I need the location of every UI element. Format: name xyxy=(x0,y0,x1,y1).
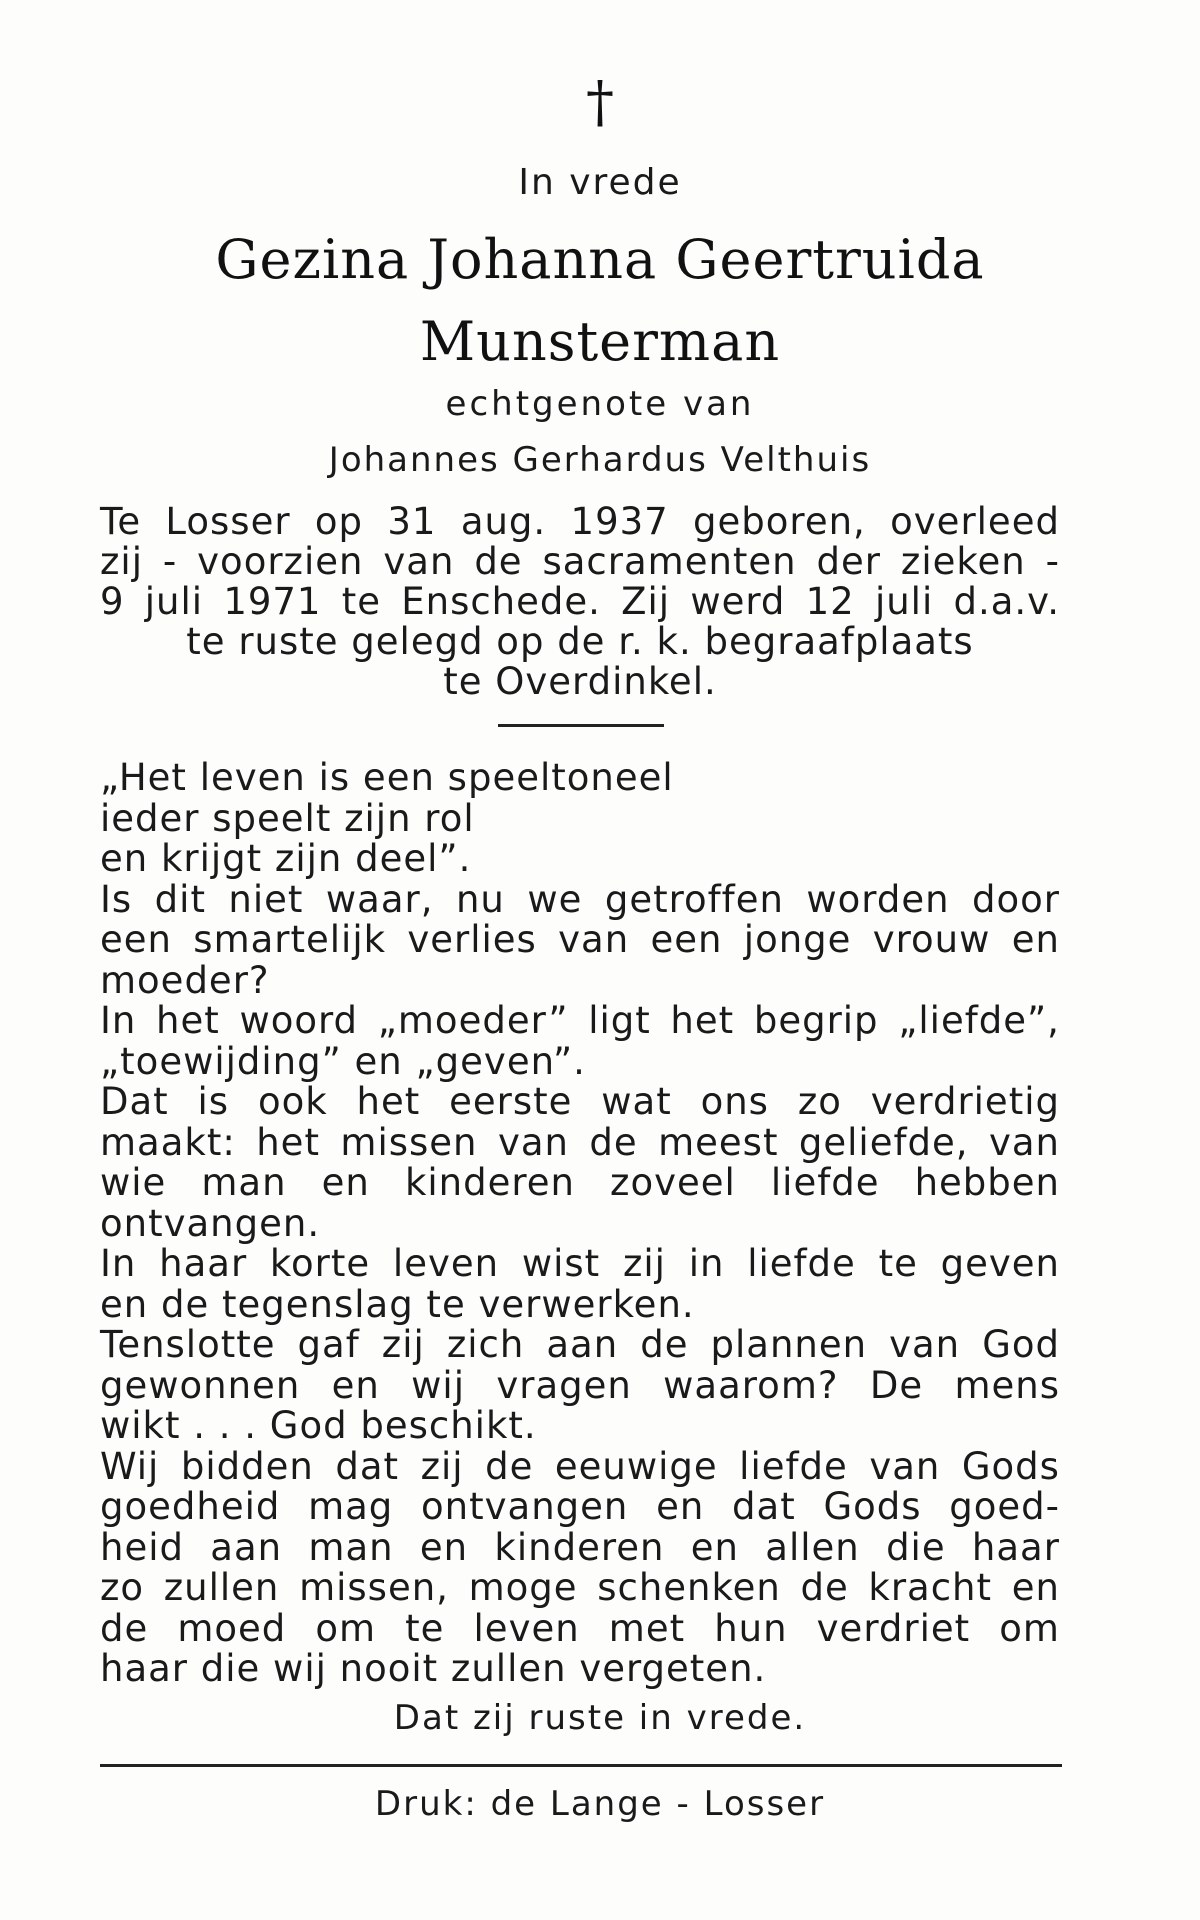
word: begrip xyxy=(753,999,879,1042)
word: In xyxy=(100,1242,137,1285)
text-line xyxy=(100,918,1060,961)
word: het xyxy=(670,999,735,1042)
word: Losser xyxy=(165,500,291,543)
word: kinderen xyxy=(494,1525,665,1569)
word: om xyxy=(999,1606,1060,1650)
word: 12 xyxy=(805,580,855,623)
word: Enschede. xyxy=(401,580,601,623)
word: wie xyxy=(100,1161,167,1204)
word: geboren, xyxy=(693,500,866,543)
word: haar xyxy=(159,1242,248,1285)
word: van xyxy=(869,1444,941,1488)
word: liefde xyxy=(739,1444,848,1488)
word: 9 xyxy=(100,580,125,623)
word: en xyxy=(656,1485,705,1528)
word: moge xyxy=(468,1566,578,1609)
word: Wij xyxy=(100,1444,160,1488)
word: een xyxy=(100,918,172,961)
text-line xyxy=(100,1485,1060,1528)
word: Tenslotte xyxy=(100,1323,276,1366)
word: heid xyxy=(100,1525,184,1569)
deceased-surname: Munsterman xyxy=(419,310,781,373)
word: zij xyxy=(622,1242,666,1285)
word: van xyxy=(383,540,455,583)
word: dit xyxy=(154,877,206,921)
text-line xyxy=(100,580,1060,623)
text-line: moeder? xyxy=(100,958,270,1002)
word: we xyxy=(527,877,583,921)
word: niet xyxy=(228,877,304,921)
text-line xyxy=(100,540,1060,583)
word: werd xyxy=(690,580,786,623)
text-line xyxy=(100,500,1060,543)
word: aan xyxy=(210,1525,283,1569)
word: en xyxy=(1011,918,1060,961)
word: geven xyxy=(940,1242,1060,1285)
word: van xyxy=(558,918,630,961)
word: van xyxy=(889,1323,961,1366)
word: en xyxy=(331,1363,380,1407)
word: 1937 xyxy=(570,500,669,543)
word: jonge xyxy=(743,918,852,961)
word: mens xyxy=(954,1363,1060,1407)
closing-line: Dat zij ruste in vrede. xyxy=(393,1698,807,1738)
word: goedheid xyxy=(100,1485,281,1528)
word: ligt xyxy=(588,999,651,1042)
word: en xyxy=(690,1525,739,1569)
word: het xyxy=(356,1080,421,1123)
text-line xyxy=(100,1161,1060,1204)
word: de xyxy=(589,1120,638,1164)
word: wij xyxy=(411,1363,465,1407)
word: man xyxy=(308,1525,394,1569)
word: eeuwige xyxy=(554,1444,718,1488)
word: 1971 xyxy=(223,580,322,623)
word: verlies xyxy=(407,918,537,961)
text-line: en de tegenslag te verwerken. xyxy=(100,1282,695,1326)
word: man xyxy=(201,1161,287,1204)
word: aan xyxy=(546,1323,619,1366)
word: zij xyxy=(420,1444,464,1488)
word: zo xyxy=(797,1080,842,1123)
word: Gods xyxy=(823,1485,922,1528)
word: De xyxy=(869,1363,924,1407)
text-line xyxy=(100,1445,1060,1488)
text-line xyxy=(100,1242,1060,1285)
word: leven xyxy=(392,1242,500,1285)
word: Is xyxy=(100,877,133,921)
word: juli xyxy=(874,580,934,623)
word: Dat xyxy=(100,1080,169,1123)
text-line xyxy=(100,1080,1060,1123)
text-line: „toewijding” en „geven”. xyxy=(100,1039,586,1083)
word: hebben xyxy=(914,1161,1060,1204)
word: mag xyxy=(308,1485,394,1528)
word: d.a.v. xyxy=(953,580,1060,623)
text-line xyxy=(100,1566,1060,1609)
word: korte xyxy=(269,1242,371,1285)
word: wat xyxy=(601,1080,672,1123)
word: die xyxy=(886,1525,946,1569)
word: waar, xyxy=(325,877,434,921)
word: - xyxy=(1045,540,1060,583)
text-line: haar die wij nooit zullen vergeten. xyxy=(100,1647,767,1690)
word: kracht xyxy=(868,1566,993,1609)
word: en xyxy=(321,1161,370,1204)
word: waarom? xyxy=(663,1363,839,1407)
word: In xyxy=(100,999,137,1042)
word: is xyxy=(197,1080,230,1123)
word: te xyxy=(878,1242,918,1285)
deceased-first-names: Gezina Johanna Geertruida xyxy=(215,228,985,291)
word: de xyxy=(474,540,523,583)
word: nu xyxy=(455,877,505,921)
text-line: „Het leven is een speeltoneel xyxy=(100,756,674,799)
word: Gods xyxy=(961,1444,1060,1488)
word: God xyxy=(982,1323,1060,1366)
text-line: wikt . . . God beschikt. xyxy=(100,1404,537,1447)
word: in xyxy=(688,1242,725,1285)
word: worden xyxy=(806,877,950,921)
word: ontvangen xyxy=(421,1485,629,1528)
word: wist xyxy=(521,1242,601,1285)
text-line xyxy=(100,1121,1060,1164)
word: van xyxy=(988,1120,1060,1164)
word: haar xyxy=(971,1525,1060,1569)
word: „moeder” xyxy=(377,999,569,1042)
word: moed xyxy=(177,1606,287,1650)
text-line xyxy=(100,1607,1060,1650)
word: missen, xyxy=(299,1566,449,1609)
word: der xyxy=(816,540,881,583)
word: zo xyxy=(100,1566,145,1609)
word: de xyxy=(485,1444,534,1488)
word: gewonnen xyxy=(100,1363,301,1407)
word: hun xyxy=(714,1606,788,1650)
word: om xyxy=(315,1606,377,1650)
word: liefde xyxy=(770,1161,880,1204)
text-line xyxy=(100,878,1060,921)
word: Zij xyxy=(621,580,671,623)
word: de xyxy=(800,1566,849,1609)
word: schenken xyxy=(597,1566,781,1609)
word: „liefde”, xyxy=(898,999,1060,1042)
word: verdriet xyxy=(816,1606,971,1650)
spouse-name: Johannes Gerhardus Velthuis xyxy=(328,440,872,480)
word: liefde xyxy=(747,1242,856,1285)
text-line: te Overdinkel. xyxy=(443,660,717,703)
word: zieken xyxy=(900,540,1026,583)
word: gaf xyxy=(297,1323,360,1366)
word: het xyxy=(156,999,220,1042)
word: dat xyxy=(732,1485,796,1528)
word: een xyxy=(650,918,723,961)
word: allen xyxy=(765,1525,860,1569)
text-line xyxy=(100,999,1060,1042)
word: verdrietig xyxy=(870,1080,1060,1123)
word: zich xyxy=(446,1323,525,1366)
text-line: te ruste gelegd op de r. k. begraafplaats xyxy=(186,620,974,663)
word: zullen xyxy=(163,1566,280,1609)
word: geliefde, xyxy=(798,1120,969,1164)
word: te xyxy=(341,580,381,623)
word: juli xyxy=(144,580,204,623)
word: Te xyxy=(100,500,142,543)
word: de xyxy=(640,1323,689,1366)
text-line: ieder speelt zijn rol xyxy=(100,796,475,840)
word: van xyxy=(497,1120,569,1164)
word: voorzien xyxy=(197,540,364,583)
bottom-divider xyxy=(100,1764,1062,1767)
word: missen xyxy=(340,1120,478,1164)
word: woord xyxy=(239,999,359,1042)
word: en xyxy=(419,1525,469,1569)
word: dat xyxy=(335,1444,400,1488)
word: plannen xyxy=(710,1323,868,1366)
word: het xyxy=(256,1120,320,1164)
word: ons xyxy=(700,1080,769,1123)
word: smartelijk xyxy=(193,918,387,961)
word: te xyxy=(405,1606,445,1650)
word: op xyxy=(314,500,364,543)
word: overleed xyxy=(890,500,1060,543)
word: zoveel xyxy=(610,1161,736,1204)
word: maakt: xyxy=(100,1120,236,1164)
word: zij xyxy=(100,540,143,583)
word: de xyxy=(100,1606,149,1650)
word: door xyxy=(972,877,1060,921)
short-divider xyxy=(498,724,664,727)
word: getroffen xyxy=(604,877,784,921)
word: met xyxy=(608,1606,686,1650)
word: sacramenten xyxy=(542,540,797,583)
cross-icon: † xyxy=(586,70,614,135)
printer-credit: Druk: de Lange - Losser xyxy=(374,1784,826,1824)
word: en xyxy=(1011,1566,1060,1609)
text-line xyxy=(100,1526,1060,1569)
word: zij xyxy=(381,1323,425,1366)
text-line xyxy=(100,1364,1060,1407)
spouse-label: echtgenote van xyxy=(445,384,755,424)
word: goed- xyxy=(949,1485,1060,1528)
word: 31 xyxy=(387,500,437,543)
text-line xyxy=(100,1323,1060,1366)
word: vragen xyxy=(496,1363,632,1407)
word: aug. xyxy=(460,500,547,543)
text-line: ontvangen. xyxy=(100,1201,321,1245)
word: ook xyxy=(257,1080,328,1123)
text-line: en krijgt zijn deel”. xyxy=(100,837,472,880)
word: vrouw xyxy=(872,918,991,961)
word: kinderen xyxy=(404,1161,575,1204)
word: bidden xyxy=(180,1444,314,1488)
word: - xyxy=(162,540,178,583)
intro-text: In vrede xyxy=(518,162,682,203)
word: leven xyxy=(473,1606,580,1650)
word: eerste xyxy=(449,1080,573,1123)
word: meest xyxy=(658,1120,779,1164)
